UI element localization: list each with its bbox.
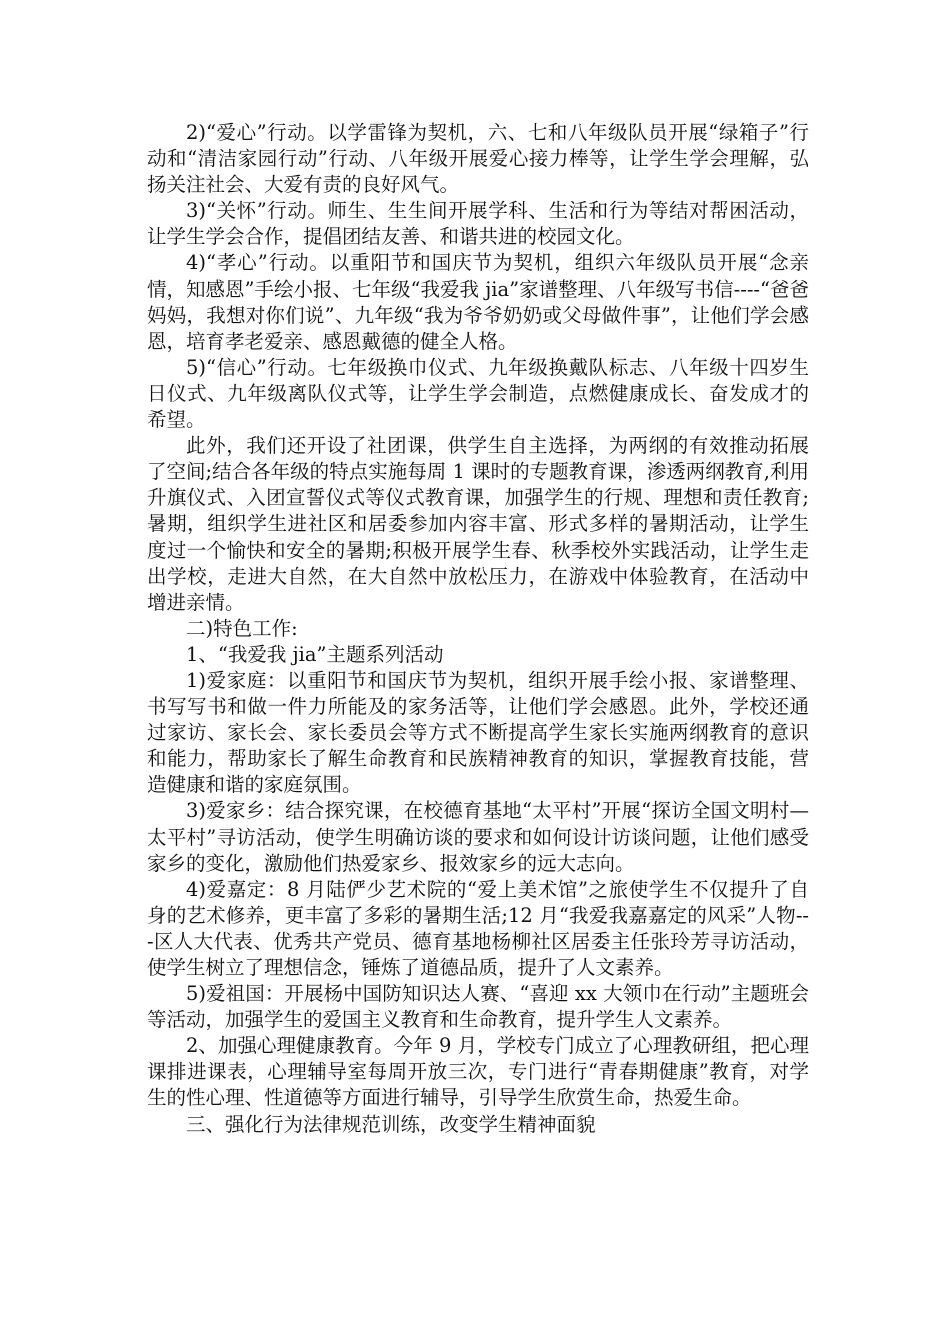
section-heading-special-work: 二)特色工作:	[186, 616, 298, 640]
paragraph-love-motherland: 5)爱祖国：开展杨中国防知识达人赛、“喜迎 xx 大领巾在行动”主题班会等活动，加强学生的爱国主义教育和生命教育，提升学生人文素养。	[147, 982, 809, 1032]
paragraph-caring-action-filial: 4)“孝心”行动。以重阳节和国庆节为契机，组织六年级队员开展“念亲情，知感恩”手绘小报、七年级“我爱我 jia”家谱整理、八年级写书信----“爸爸妈妈，我想对你们说”、九年级“我为爷爷奶奶或父母做件事”，让他们学会感恩，培育孝老爱亲、感恩戴德的健全人格。	[147, 251, 809, 353]
paragraph-caring-action-love: 2)“爱心”行动。以学雷锋为契机，六、七和八年级队员开展“绿箱子”行动和“清洁家园行动”行动、八年级开展爱心接力棒等，让学生学会理解，弘扬关注社会、大爱有责的良好风气。	[147, 121, 809, 197]
paragraph-caring-action-confidence: 5)“信心”行动。七年级换巾仪式、九年级换戴队标志、八年级十四岁生日仪式、九年级离队仪式等，让学生学会制造，点燃健康成长、奋发成才的希望。	[147, 355, 809, 432]
paragraph-caring-action-care: 3)“关怀”行动。师生、生生间开展学科、生活和行为等结对帮困活动，让学生学会合作，提倡团结友善、和谐共进的校园文化。	[147, 199, 809, 249]
paragraph-additional-activities: 此外，我们还开设了社团课，供学生自主选择，为两纲的有效推动拓展了空间;结合各年级的特点实施每周 1 课时的专题教育课，渗透两纲教育,利用升旗仪式、入团宣誓仪式等仪式教育课，加强学生的行规、理想和责任教育;暑期，组织学生进社区和居委参加内容丰富、形式多样的暑期活动，让学生度过一个愉快和安全的暑期;积极开展学生春、秋季校外实践活动，让学生走出学校，走进大自然，在大自然中放松压力，在游戏中体验教育，在活动中增进亲情。	[147, 434, 809, 614]
paragraph-love-family: 1)爱家庭：以重阳节和国庆节为契机，组织开展手绘小报、家谱整理、书写写书和做一件力所能及的家务活等，让他们学会感恩。此外，学校还通过家访、家长会、家长委员会等方式不断提高学生家长实施两纲教育的意识和能力，帮助家长了解生命教育和民族精神教育的知识，掌握教育技能，营造健康和谐的家庭氛围。	[147, 668, 809, 797]
document-body	[147, 120, 809, 1138]
section-heading-behavior-training: 三、强化行为法律规范训练，改变学生精神面貌	[186, 1112, 596, 1136]
paragraph-mental-health: 2、加强心理健康教育。今年 9 月，学校专门成立了心理教研组，把心理课排进课表，心理辅导室每周开放三次，专门进行“青春期健康”教育，对学生的性心理、性道德等方面进行辅导，引导学生欣赏生命，热爱生命。	[147, 1034, 809, 1110]
subheading-theme-activities: 1、“我爱我 jia”主题系列活动	[186, 642, 444, 666]
paragraph-love-hometown: 3)爱家乡：结合探究课，在校德育基地“太平村”开展“探访全国文明村—太平村”寻访活动，使学生明确访谈的要求和如何设计访谈问题，让他们感受家乡的变化，激励他们热爱家乡、报效家乡的远大志向。	[147, 799, 809, 875]
paragraph-love-jiading: 4)爱嘉定：8 月陆俨少艺术院的“爱上美术馆”之旅使学生不仅提升了自身的艺术修养，更丰富了多彩的暑期生活;12 月“我爱我嘉嘉定的风采”人物---区人大代表、优秀共产党员、德育基地杨柳社区居委主任张玲芳寻访活动，使学生树立了理想信念，锤炼了道德品质，提升了人文素养。	[147, 877, 809, 979]
